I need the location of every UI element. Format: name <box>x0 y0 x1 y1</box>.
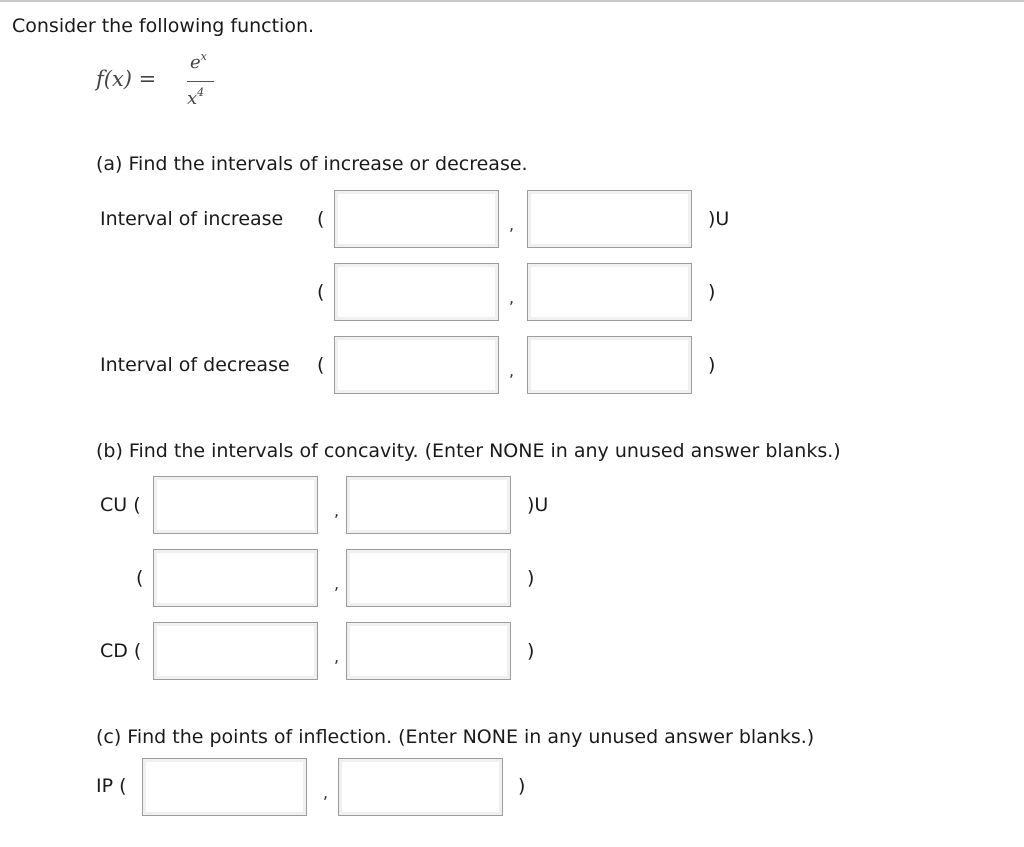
increase-comma-2: , <box>509 288 515 307</box>
ip-comma: , <box>323 783 329 802</box>
ip-y-input[interactable] <box>338 758 503 816</box>
cd-interval-end-input[interactable] <box>346 622 511 680</box>
cd-close-paren: ) <box>527 640 535 662</box>
decrease-open-paren: ( <box>317 354 325 376</box>
decrease-interval-end-input[interactable] <box>527 336 692 394</box>
decrease-label: Interval of decrease <box>100 354 290 376</box>
part-a-question: (a) Find the intervals of increase or decrease. <box>96 153 528 175</box>
decrease-comma: , <box>509 361 515 380</box>
cu-interval-2-end-input[interactable] <box>346 549 511 607</box>
numerator-exponent: x <box>200 50 207 63</box>
cu-union: )U <box>527 494 549 516</box>
increase-union: )U <box>708 208 730 230</box>
cu-close-paren-2: ) <box>527 567 535 589</box>
decrease-close-paren: ) <box>708 354 716 376</box>
part-c-question: (c) Find the points of inflection. (Enter NONE in any unused answer blanks.) <box>96 726 815 748</box>
ip-x-input[interactable] <box>142 758 307 816</box>
top-border <box>0 0 1024 2</box>
cd-interval-start-input[interactable] <box>153 622 318 680</box>
cu-comma-2: , <box>334 574 340 593</box>
increase-close-paren-2: ) <box>708 281 716 303</box>
cu-interval-2-start-input[interactable] <box>153 549 318 607</box>
cu-comma-1: , <box>334 501 340 520</box>
cu-interval-1-end-input[interactable] <box>346 476 511 534</box>
increase-interval-1-start-input[interactable] <box>334 190 499 248</box>
cd-label: CD ( <box>100 640 142 662</box>
cd-comma: , <box>334 647 340 666</box>
cu-label: CU ( <box>100 494 141 516</box>
increase-comma-1: , <box>509 215 515 234</box>
function-lhs: f(x) = <box>96 67 157 91</box>
cu-interval-1-start-input[interactable] <box>153 476 318 534</box>
increase-interval-2-end-input[interactable] <box>527 263 692 321</box>
increase-interval-1-end-input[interactable] <box>527 190 692 248</box>
fraction-bar <box>187 81 214 82</box>
cu-open-paren-2: ( <box>136 567 144 589</box>
numerator-base: e <box>190 52 201 73</box>
function-numerator <box>190 50 207 73</box>
part-b-question: (b) Find the intervals of concavity. (Enter NONE in any unused answer blanks.) <box>96 440 841 462</box>
function-denominator <box>187 86 204 109</box>
denominator-exponent: 4 <box>197 86 205 99</box>
increase-open-paren-1: ( <box>317 208 325 230</box>
intro-text: Consider the following function. <box>12 15 315 37</box>
increase-open-paren-2: ( <box>317 281 325 303</box>
increase-interval-2-start-input[interactable] <box>334 263 499 321</box>
denominator-base: x <box>187 88 198 109</box>
ip-label: IP ( <box>96 775 127 797</box>
decrease-interval-start-input[interactable] <box>334 336 499 394</box>
ip-close-paren: ) <box>518 775 526 797</box>
increase-label: Interval of increase <box>100 208 284 230</box>
